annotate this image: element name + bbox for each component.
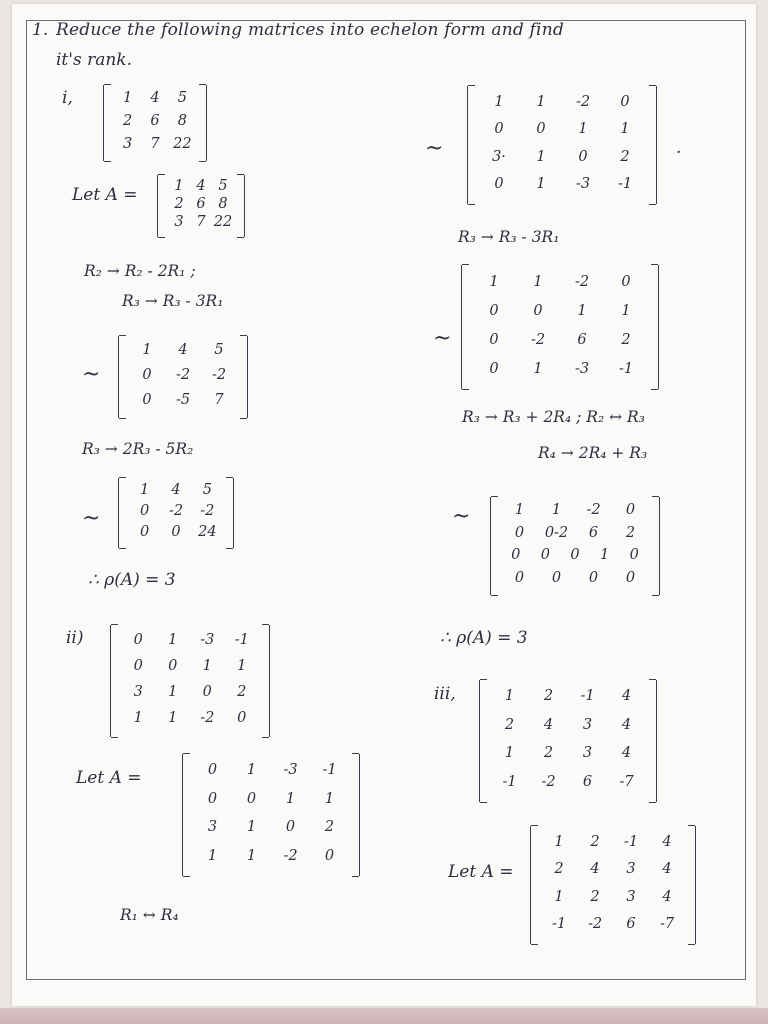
matrix-entry: 0 <box>629 547 639 564</box>
matrix-entry: 1 <box>237 658 247 674</box>
matrix-entry: 4 <box>662 833 672 850</box>
matrix-entry: 5 <box>202 482 212 499</box>
matrix-entry: 0 <box>551 569 562 586</box>
matrix-entry: 0 <box>246 790 257 807</box>
part1-row-op-1: R₂ → R₂ - 2R₁ ; <box>84 262 196 280</box>
matrix-entry: -2 <box>175 367 191 383</box>
matrix-entry: 0 <box>578 148 588 165</box>
matrix-entry: 1 <box>246 762 257 779</box>
matrix-entry: 1 <box>168 710 178 726</box>
matrix-entry: 3 <box>626 861 636 878</box>
matrix-entry: 3 <box>123 135 133 152</box>
matrix-row <box>468 176 656 196</box>
matrix-entry: 3· <box>492 148 506 165</box>
matrix-entry: 6 <box>582 773 593 790</box>
matrix-entry: 0-2 <box>544 524 569 541</box>
matrix-entry: 3 <box>207 819 218 836</box>
matrix-entry: 1 <box>142 342 152 359</box>
matrix-entry: -1 <box>234 632 249 648</box>
matrix-entry: 4 <box>196 178 206 194</box>
matrix-entry: 1 <box>504 745 515 762</box>
matrix-row <box>104 113 206 133</box>
matrix-row <box>468 149 656 169</box>
matrix-entry: -1 <box>618 360 634 377</box>
matrix-entry: -2 <box>586 502 601 519</box>
matrix-row <box>111 710 269 730</box>
matrix-entry: 6 <box>577 331 587 348</box>
part2-row-swap: R₁ ↔ R₄ <box>120 906 179 924</box>
matrix-entry: 4 <box>621 688 632 705</box>
matrix-entry: 0 <box>171 523 181 540</box>
matrix-row <box>183 762 359 782</box>
matrix-entry: -2 <box>200 503 215 519</box>
background-surface <box>0 1008 768 1024</box>
matrix-entry: -3 <box>200 632 215 648</box>
part2-let-matrix <box>182 754 360 876</box>
matrix-entry: 0 <box>202 684 212 700</box>
matrix-row <box>119 482 233 502</box>
matrix-entry: 6 <box>196 196 206 212</box>
matrix-entry: 7 <box>150 135 160 152</box>
matrix-entry: 0 <box>489 302 499 319</box>
matrix-entry: 0 <box>514 524 525 541</box>
question-number: 1. <box>32 20 49 40</box>
part2-equivalence-1: ~ <box>425 136 444 161</box>
matrix-entry: 1 <box>140 482 150 499</box>
matrix-entry: 3 <box>582 716 593 733</box>
matrix-entry: 2 <box>590 888 600 905</box>
matrix-entry: 0 <box>324 847 335 864</box>
matrix-entry: 1 <box>533 360 543 377</box>
matrix-entry: -1 <box>322 762 337 779</box>
matrix-row <box>158 214 244 234</box>
matrix-entry: 0 <box>142 391 152 408</box>
matrix-row <box>462 361 658 381</box>
matrix-entry: 1 <box>202 658 212 674</box>
matrix-entry: 1 <box>494 93 504 110</box>
question-line-1: Reduce the following matrices into echelon form and find <box>56 20 564 40</box>
matrix-entry: 0 <box>494 121 504 138</box>
matrix-entry: 0 <box>625 569 636 586</box>
part3-given-matrix <box>479 680 657 802</box>
matrix-entry: 0 <box>489 360 499 377</box>
matrix-entry: 1 <box>168 684 178 700</box>
matrix-entry: 1 <box>578 121 588 138</box>
matrix-entry: 2 <box>554 861 564 878</box>
matrix-entry: 1 <box>174 178 184 194</box>
matrix-entry: 0 <box>285 819 296 836</box>
matrix-entry: 0 <box>133 632 143 648</box>
matrix-entry: 1 <box>621 302 631 319</box>
matrix-entry: 0 <box>588 569 599 586</box>
matrix-entry: 0 <box>494 176 504 193</box>
matrix-row <box>119 503 233 523</box>
part1-equivalence-1: ~ <box>82 362 101 387</box>
matrix-entry: 0 <box>140 503 150 519</box>
matrix-row <box>491 502 659 522</box>
part2-step1-matrix <box>461 265 659 389</box>
part2-dot: . <box>676 138 682 158</box>
part2-equivalence-2: ~ <box>433 326 452 351</box>
matrix-row <box>480 717 656 737</box>
matrix-row <box>531 916 695 936</box>
matrix-row <box>480 774 656 794</box>
part2-row-op-r4: R₄ → 2R₄ + R₃ <box>538 444 648 462</box>
matrix-row <box>111 632 269 652</box>
matrix-entry: 1 <box>554 833 564 850</box>
part1-let-label: Let A = <box>72 185 138 205</box>
matrix-entry: 1 <box>246 847 257 864</box>
matrix-row <box>531 834 695 854</box>
matrix-row <box>119 524 233 544</box>
matrix-entry: -1 <box>551 916 567 933</box>
matrix-entry: 0 <box>514 569 525 586</box>
matrix-entry: 1 <box>577 302 587 319</box>
matrix-entry: 22 <box>213 214 233 230</box>
matrix-entry: 1 <box>133 710 143 726</box>
matrix-row <box>531 889 695 909</box>
matrix-entry: 24 <box>198 523 217 540</box>
matrix-entry: 2 <box>174 196 184 212</box>
matrix-row <box>462 332 658 352</box>
matrix-entry: 2 <box>620 148 630 165</box>
matrix-entry: 0 <box>207 790 218 807</box>
matrix-entry: 2 <box>543 688 554 705</box>
matrix-entry: 22 <box>173 135 192 152</box>
matrix-entry: 6 <box>150 113 160 129</box>
part2-row-op-r3: R₃ → R₃ - 3R₁ <box>458 228 560 246</box>
matrix-entry: 2 <box>590 833 600 850</box>
matrix-entry: 6 <box>626 916 636 933</box>
part2-given-matrix <box>110 625 270 737</box>
matrix-entry: 1 <box>536 176 546 193</box>
matrix-entry: 0 <box>511 547 521 564</box>
matrix-entry: -2 <box>168 503 184 519</box>
part2-rank: ∴ ρ(A) = 3 <box>440 628 528 648</box>
matrix-entry: 2 <box>504 716 515 733</box>
part2-equivalence-3: ~ <box>452 504 471 529</box>
matrix-entry: 0 <box>620 93 630 110</box>
matrix-entry: 7 <box>214 391 224 408</box>
matrix-row <box>104 136 206 156</box>
matrix-entry: 0 <box>168 658 178 674</box>
matrix-entry: 2 <box>324 819 335 836</box>
part1-equivalence-2: ~ <box>82 506 101 531</box>
matrix-entry: -3 <box>575 176 591 193</box>
matrix-entry: 1 <box>324 790 335 807</box>
matrix-entry: 4 <box>621 745 632 762</box>
matrix-entry: 0 <box>540 547 550 564</box>
matrix-entry: -7 <box>619 773 634 790</box>
matrix-entry: 2 <box>123 113 133 129</box>
matrix-entry: 1 <box>599 547 610 564</box>
matrix-entry: 1 <box>246 819 257 836</box>
matrix-entry: 5 <box>214 342 224 359</box>
matrix-entry: 1 <box>285 790 296 807</box>
matrix-entry: 1 <box>551 502 562 519</box>
matrix-entry: -3 <box>283 762 298 779</box>
matrix-entry: 1 <box>536 93 546 110</box>
matrix-entry: 0 <box>489 331 499 348</box>
matrix-entry: 0 <box>133 658 143 674</box>
part1-row-op-2: R₃ → R₃ - 3R₁ <box>122 292 224 310</box>
matrix-entry: -7 <box>659 916 675 933</box>
part3-let-label: Let A = <box>448 862 514 882</box>
matrix-entry: 2 <box>621 331 631 348</box>
matrix-row <box>119 367 247 387</box>
matrix-entry: -1 <box>617 176 633 193</box>
matrix-entry: 0 <box>207 762 218 779</box>
part2-swapped-matrix <box>467 86 657 204</box>
matrix-entry: -5 <box>175 391 191 408</box>
matrix-entry: -3 <box>574 360 590 377</box>
matrix-entry: -2 <box>541 773 556 790</box>
part3-let-matrix <box>530 826 696 944</box>
matrix-entry: 1 <box>504 688 515 705</box>
matrix-entry: -2 <box>200 710 215 726</box>
matrix-row <box>491 525 659 545</box>
matrix-row <box>183 819 359 839</box>
matrix-entry: 0 <box>536 121 546 138</box>
matrix-row <box>480 745 656 765</box>
matrix-entry: 3 <box>626 888 636 905</box>
matrix-row <box>468 94 656 114</box>
matrix-entry: -2 <box>587 916 603 933</box>
matrix-entry: 5 <box>177 90 187 107</box>
matrix-entry: 7 <box>196 214 206 230</box>
matrix-entry: 0 <box>625 502 636 519</box>
matrix-row <box>119 342 247 362</box>
matrix-entry: 1 <box>514 502 525 519</box>
matrix-entry: 1 <box>207 847 218 864</box>
part2-label: ii) <box>66 628 84 648</box>
matrix-entry: -2 <box>283 847 298 864</box>
matrix-entry: -2 <box>211 367 227 383</box>
matrix-entry: 1 <box>536 148 546 165</box>
matrix-entry: -2 <box>575 93 591 110</box>
matrix-row <box>111 658 269 678</box>
part3-label: iii, <box>434 684 456 704</box>
matrix-entry: 3 <box>582 745 593 762</box>
matrix-row <box>462 303 658 323</box>
matrix-entry: 2 <box>625 524 636 541</box>
matrix-entry: 2 <box>543 745 554 762</box>
matrix-entry: 4 <box>662 861 672 878</box>
matrix-row <box>111 684 269 704</box>
matrix-entry: 0 <box>237 710 247 726</box>
matrix-row <box>468 121 656 141</box>
matrix-entry: 1 <box>533 273 543 290</box>
matrix-entry: 1 <box>123 90 133 107</box>
matrix-entry: 1 <box>489 273 499 290</box>
matrix-entry: 4 <box>590 861 600 878</box>
part1-let-matrix <box>157 175 245 237</box>
matrix-row <box>158 178 244 198</box>
matrix-entry: -1 <box>623 833 639 850</box>
matrix-entry: 0 <box>142 367 152 383</box>
matrix-entry: 8 <box>218 196 228 212</box>
matrix-row <box>462 274 658 294</box>
matrix-row <box>531 861 695 881</box>
matrix-entry: 4 <box>621 716 632 733</box>
matrix-entry: 2 <box>237 684 247 700</box>
part1-row-op-3: R₃ → 2R₃ - 5R₂ <box>82 440 194 458</box>
matrix-entry: 1 <box>168 632 178 648</box>
matrix-entry: -2 <box>574 273 590 290</box>
matrix-entry: 0 <box>621 273 631 290</box>
matrix-entry: 4 <box>171 482 181 499</box>
matrix-row <box>491 570 659 590</box>
question-line-2: it's rank. <box>56 50 132 70</box>
matrix-entry: 4 <box>662 888 672 905</box>
matrix-entry: 4 <box>178 342 188 359</box>
part2-let-label: Let A = <box>76 768 142 788</box>
matrix-row <box>119 392 247 412</box>
matrix-entry: 0 <box>140 523 150 540</box>
matrix-entry: 5 <box>218 178 228 194</box>
matrix-entry: -1 <box>502 773 517 790</box>
matrix-entry: 3 <box>133 684 143 700</box>
matrix-entry: 8 <box>177 113 187 129</box>
matrix-entry: 1 <box>620 121 630 138</box>
matrix-row <box>183 848 359 868</box>
matrix-entry: 6 <box>588 524 599 541</box>
matrix-row <box>183 791 359 811</box>
matrix-entry: -1 <box>580 688 595 705</box>
matrix-entry: 0 <box>570 547 580 564</box>
part1-rank: ∴ ρ(A) = 3 <box>88 570 176 590</box>
matrix-entry: -2 <box>530 331 546 348</box>
matrix-entry: 0 <box>533 302 543 319</box>
part1-step1-matrix <box>118 336 248 418</box>
part1-given-matrix <box>103 85 207 161</box>
matrix-row <box>480 688 656 708</box>
matrix-entry: 3 <box>174 214 184 230</box>
part2-step2-matrix <box>490 497 660 595</box>
matrix-entry: 4 <box>150 90 160 107</box>
matrix-row <box>104 90 206 110</box>
part2-row-op-r3b: R₃ → R₃ + 2R₄ ; R₂ ↔ R₃ <box>462 408 645 426</box>
part1-label: i, <box>62 88 73 108</box>
matrix-row <box>491 547 659 567</box>
matrix-entry: 1 <box>554 888 564 905</box>
matrix-row <box>158 196 244 216</box>
matrix-entry: 4 <box>543 716 554 733</box>
part1-step2-matrix <box>118 478 234 548</box>
